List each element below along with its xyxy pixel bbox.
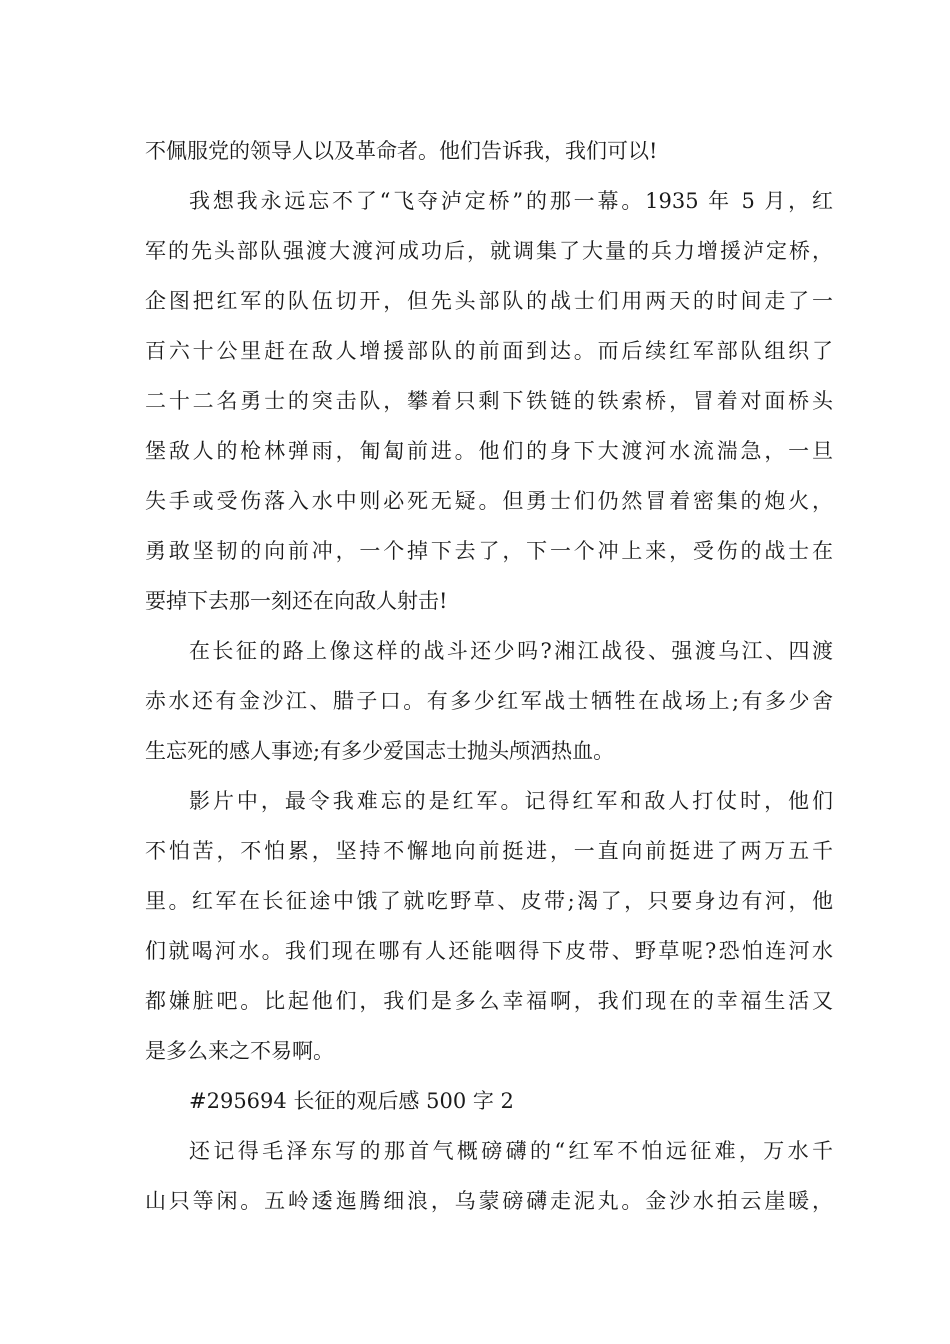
text-line: 还记得毛泽东写的那首气概磅礴的“红军不怕远征难，万水千 — [189, 1139, 833, 1163]
text-line: 赤水还有金沙江、腊子口。有多少红军战士牺牲在战场上;有多少舍 — [145, 689, 833, 713]
text-line: 不佩服党的领导人以及革命者。他们告诉我，我们可以! — [145, 139, 658, 163]
text-line: 企图把红军的队伍切开，但先头部队的战士们用两天的时间走了一 — [145, 289, 833, 313]
text-line: 我想我永远忘不了“飞夺泸定桥”的那一幕。1935 年 5 月，红 — [189, 189, 833, 213]
text-line: 都嫌脏吧。比起他们，我们是多么幸福啊，我们现在的幸福生活又 — [145, 989, 833, 1013]
text-line: 里。红军在长征途中饿了就吃野草、皮带;渴了，只要身边有河，他 — [145, 889, 833, 913]
text-line: 在长征的路上像这样的战斗还少吗?湘江战役、强渡乌江、四渡 — [189, 639, 833, 663]
text-line: 生忘死的感人事迹;有多少爱国志士抛头颅洒热血。 — [145, 739, 615, 763]
text-line: 二十二名勇士的突击队，攀着只剩下铁链的铁索桥，冒着对面桥头 — [145, 389, 833, 413]
text-line: 影片中，最令我难忘的是红军。记得红军和敌人打仗时，他们 — [189, 789, 833, 813]
document-body — [145, 126, 833, 1226]
text-line: 要掉下去那一刻还在向敌人射击! — [145, 589, 448, 613]
text-line: 百六十公里赶在敌人增援部队的前面到达。而后续红军部队组织了 — [145, 339, 833, 363]
text-line: 军的先头部队强渡大渡河成功后，就调集了大量的兵力增援泸定桥， — [145, 239, 833, 263]
text-line: 山只等闲。五岭逶迤腾细浪，乌蒙磅礴走泥丸。金沙水拍云崖暖， — [145, 1189, 833, 1213]
text-line: 们就喝河水。我们现在哪有人还能咽得下皮带、野草呢?恐怕连河水 — [145, 939, 833, 963]
text-line: 是多么来之不易啊。 — [145, 1039, 334, 1063]
text-line: 不怕苦，不怕累，坚持不懈地向前挺进，一直向前挺进了两万五千 — [145, 839, 833, 863]
section-heading: #295694 长征的观后感 500 字 2 — [189, 1089, 514, 1113]
text-line: 堡敌人的枪林弹雨，匍匐前进。他们的身下大渡河水流湍急，一旦 — [145, 439, 833, 463]
text-line: 失手或受伤落入水中则必死无疑。但勇士们仍然冒着密集的炮火， — [145, 489, 833, 513]
text-line: 勇敢坚韧的向前冲，一个掉下去了，下一个冲上来，受伤的战士在 — [145, 539, 833, 563]
